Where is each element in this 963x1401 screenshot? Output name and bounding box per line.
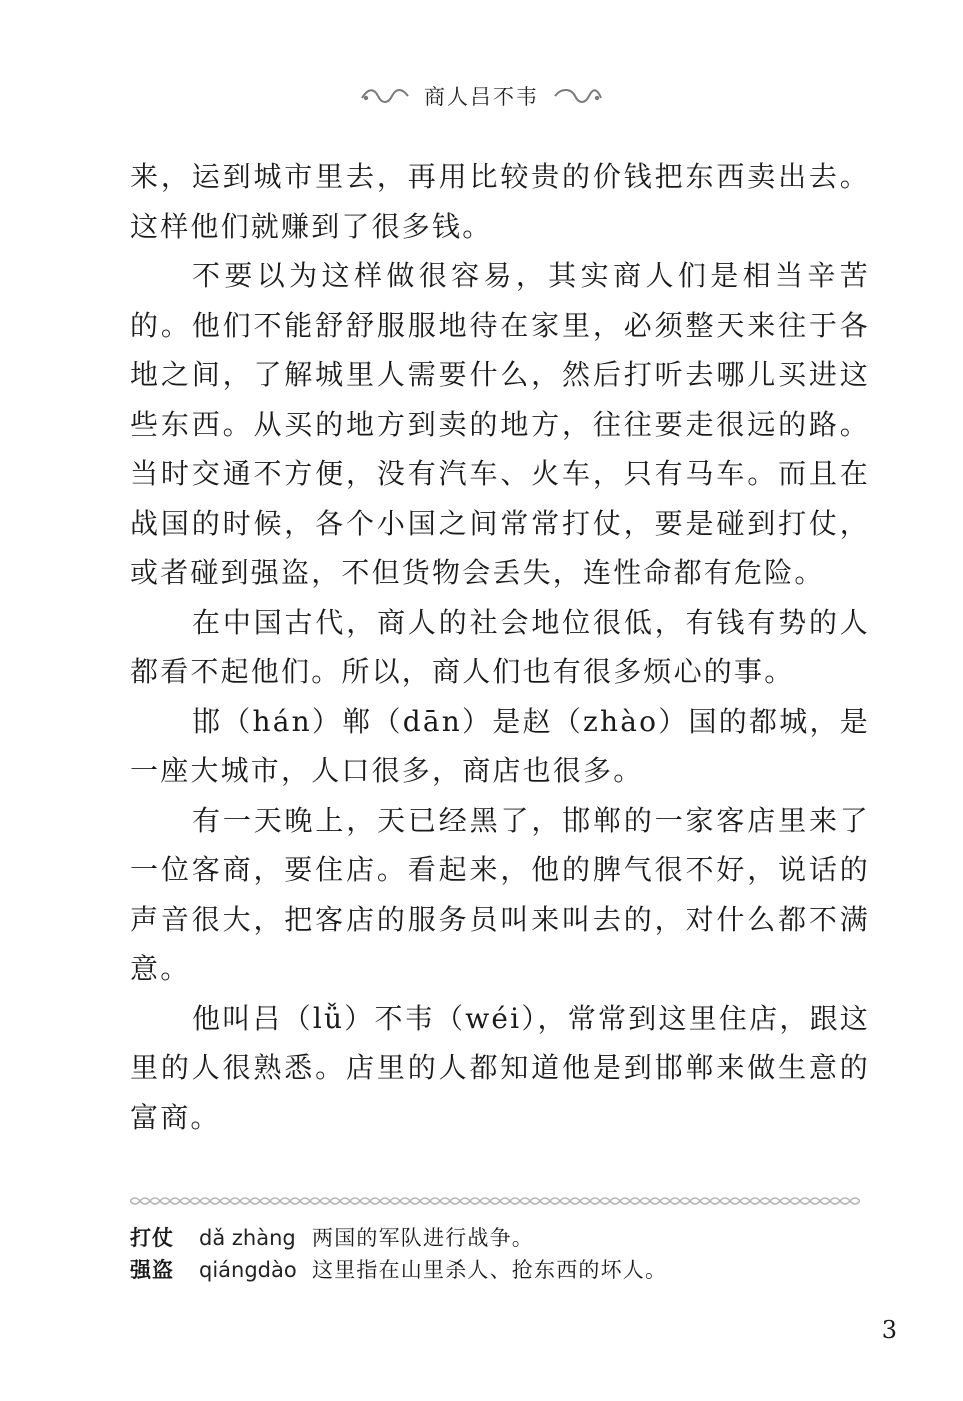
book-title: 商人吕不韦 <box>424 85 539 109</box>
notes-divider <box>130 1193 860 1209</box>
vocabulary-notes <box>130 1222 870 1286</box>
note-item <box>130 1222 870 1254</box>
running-header <box>0 80 963 112</box>
main-text <box>130 152 870 1142</box>
page-number: 3 <box>881 1316 897 1344</box>
note-definition: 这里指在山里杀人、抢东西的坏人。 <box>312 1258 668 1282</box>
note-definition: 两国的军队进行战争。 <box>312 1226 534 1250</box>
left-ornament-icon <box>360 86 410 106</box>
paragraph: 有一天晚上，天已经黑了，邯郸的一家客店里来了一位客商，要住店。看起来，他的脾气很不好，说话的声音很大，把客店的服务员叫来叫去的，对什么都不满意。 <box>130 803 870 985</box>
note-pinyin: dǎ zhàng <box>199 1226 296 1250</box>
paragraph: 他叫吕（lǚ）不韦（wéi），常常到这里住店，跟这里的人很熟悉。店里的人都知道他是到邯郸来做生意的富商。 <box>130 1001 870 1134</box>
note-term: 打仗 <box>130 1226 174 1250</box>
right-ornament-icon <box>553 86 603 106</box>
paragraph-continued: 来，运到城市里去，再用比较贵的价钱把东西卖出去。这样他们就赚到了很多钱。 <box>130 160 870 243</box>
note-pinyin: qiángdào <box>199 1258 297 1282</box>
note-term: 强盗 <box>130 1258 174 1282</box>
paragraph: 邯（hán）郸（dān）是赵（zhào）国的都城，是一座大城市，人口很多，商店也很多。 <box>130 704 870 787</box>
note-item <box>130 1254 870 1286</box>
paragraph: 在中国古代，商人的社会地位很低，有钱有势的人都看不起他们。所以，商人们也有很多烦心的事。 <box>130 605 870 688</box>
paragraph: 不要以为这样做很容易，其实商人们是相当辛苦的。他们不能舒舒服服地待在家里，必须整天来往于各地之间，了解城里人需要什么，然后打听去哪儿买进这些东西。从买的地方到卖的地方，往往要走很远的路。当时交通不方便，没有汽车、火车，只有马车。而且在战国的时候，各个小国之间常常打仗，要是碰到打仗，或者碰到强盗，不但货物会丢失，连性命都有危险。 <box>130 259 870 589</box>
